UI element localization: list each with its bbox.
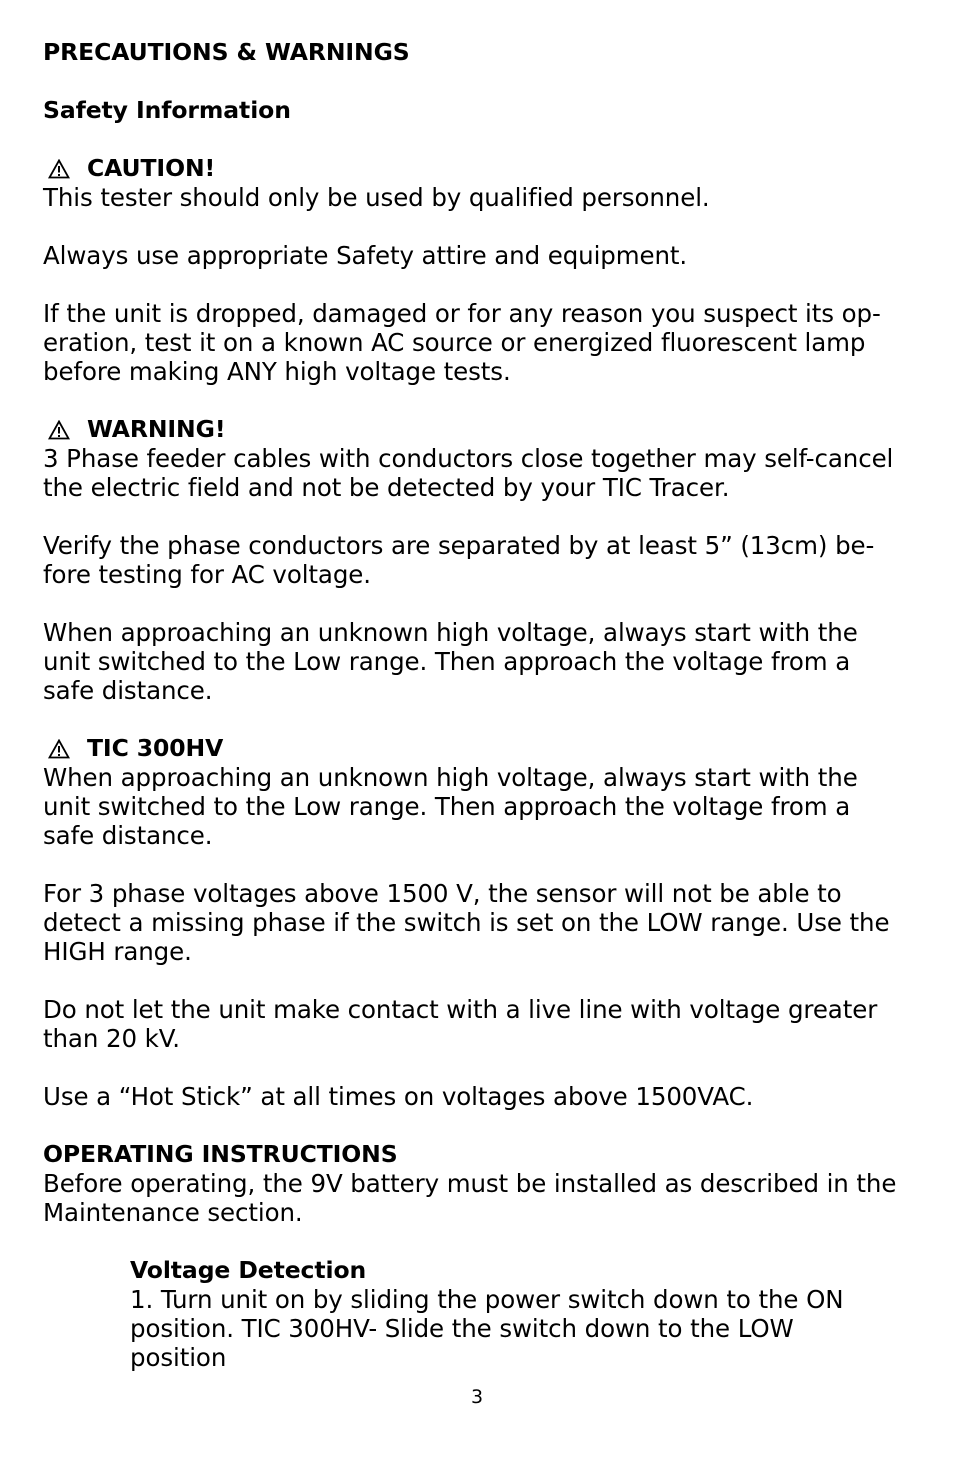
tic300hv-paragraph-3: Do not let the unit make contact with a live line with voltage greater than 20 kV.: [43, 995, 878, 1053]
tic300hv-heading-text: TIC 300HV: [87, 734, 224, 762]
warning-heading: [43, 415, 923, 444]
warning-triangle-icon: [48, 420, 70, 440]
page-content: [43, 38, 923, 1401]
caution-paragraph-2: Always use appropriate Safety attire and equipment.: [43, 241, 688, 270]
warning-paragraph-2: Verify the phase conductors are separated by at least 5” (13cm) be- fore testing for AC voltage.: [43, 531, 875, 589]
tic300hv-heading: [43, 734, 923, 763]
warning-paragraph-3: When approaching an unknown high voltage, always start with the unit switched to the Low range. Then approach the voltage from a safe distance.: [43, 618, 858, 705]
warning-triangle-icon: [48, 739, 70, 759]
caution-paragraph-1: This tester should only be used by qualified personnel.: [43, 183, 710, 212]
operating-paragraph: Before operating, the 9V battery must be installed as described in the Maintenance section.: [43, 1169, 897, 1227]
page-title: PRECAUTIONS & WARNINGS: [43, 38, 410, 66]
tic300hv-paragraph-1: When approaching an unknown high voltage, always start with the unit switched to the Low range. Then approach the voltage from a safe distance.: [43, 763, 858, 850]
tic300hv-paragraph-2: For 3 phase voltages above 1500 V, the sensor will not be able to detect a missing phase if the switch is set on the LOW range. Use the HIGH range.: [43, 879, 890, 966]
warning-triangle-icon: [48, 159, 70, 179]
caution-heading-text: CAUTION!: [87, 154, 216, 182]
operating-instructions-heading: OPERATING INSTRUCTIONS: [43, 1140, 398, 1168]
warning-heading-text: WARNING!: [87, 415, 226, 443]
voltage-detection-heading: Voltage Detection: [130, 1256, 367, 1284]
caution-heading: [43, 154, 923, 183]
safety-information-heading: Safety Information: [43, 96, 291, 124]
warning-paragraph-1: 3 Phase feeder cables with conductors close together may self-cancel the electric field and not be detected by your TIC Tracer.: [43, 444, 894, 502]
voltage-detection-section: [130, 1256, 923, 1372]
caution-paragraph-3: If the unit is dropped, damaged or for any reason you suspect its op- eration, test it on a known AC source or energized fluorescent lamp before making ANY high voltage tests.: [43, 299, 881, 386]
voltage-detection-step-1: 1. Turn unit on by sliding the power switch down to the ON position. TIC 300HV- Slide the switch down to the LOW position: [130, 1285, 844, 1372]
tic300hv-paragraph-4: Use a “Hot Stick” at all times on voltages above 1500VAC.: [43, 1082, 754, 1111]
page-number: 3: [470, 1386, 484, 1408]
